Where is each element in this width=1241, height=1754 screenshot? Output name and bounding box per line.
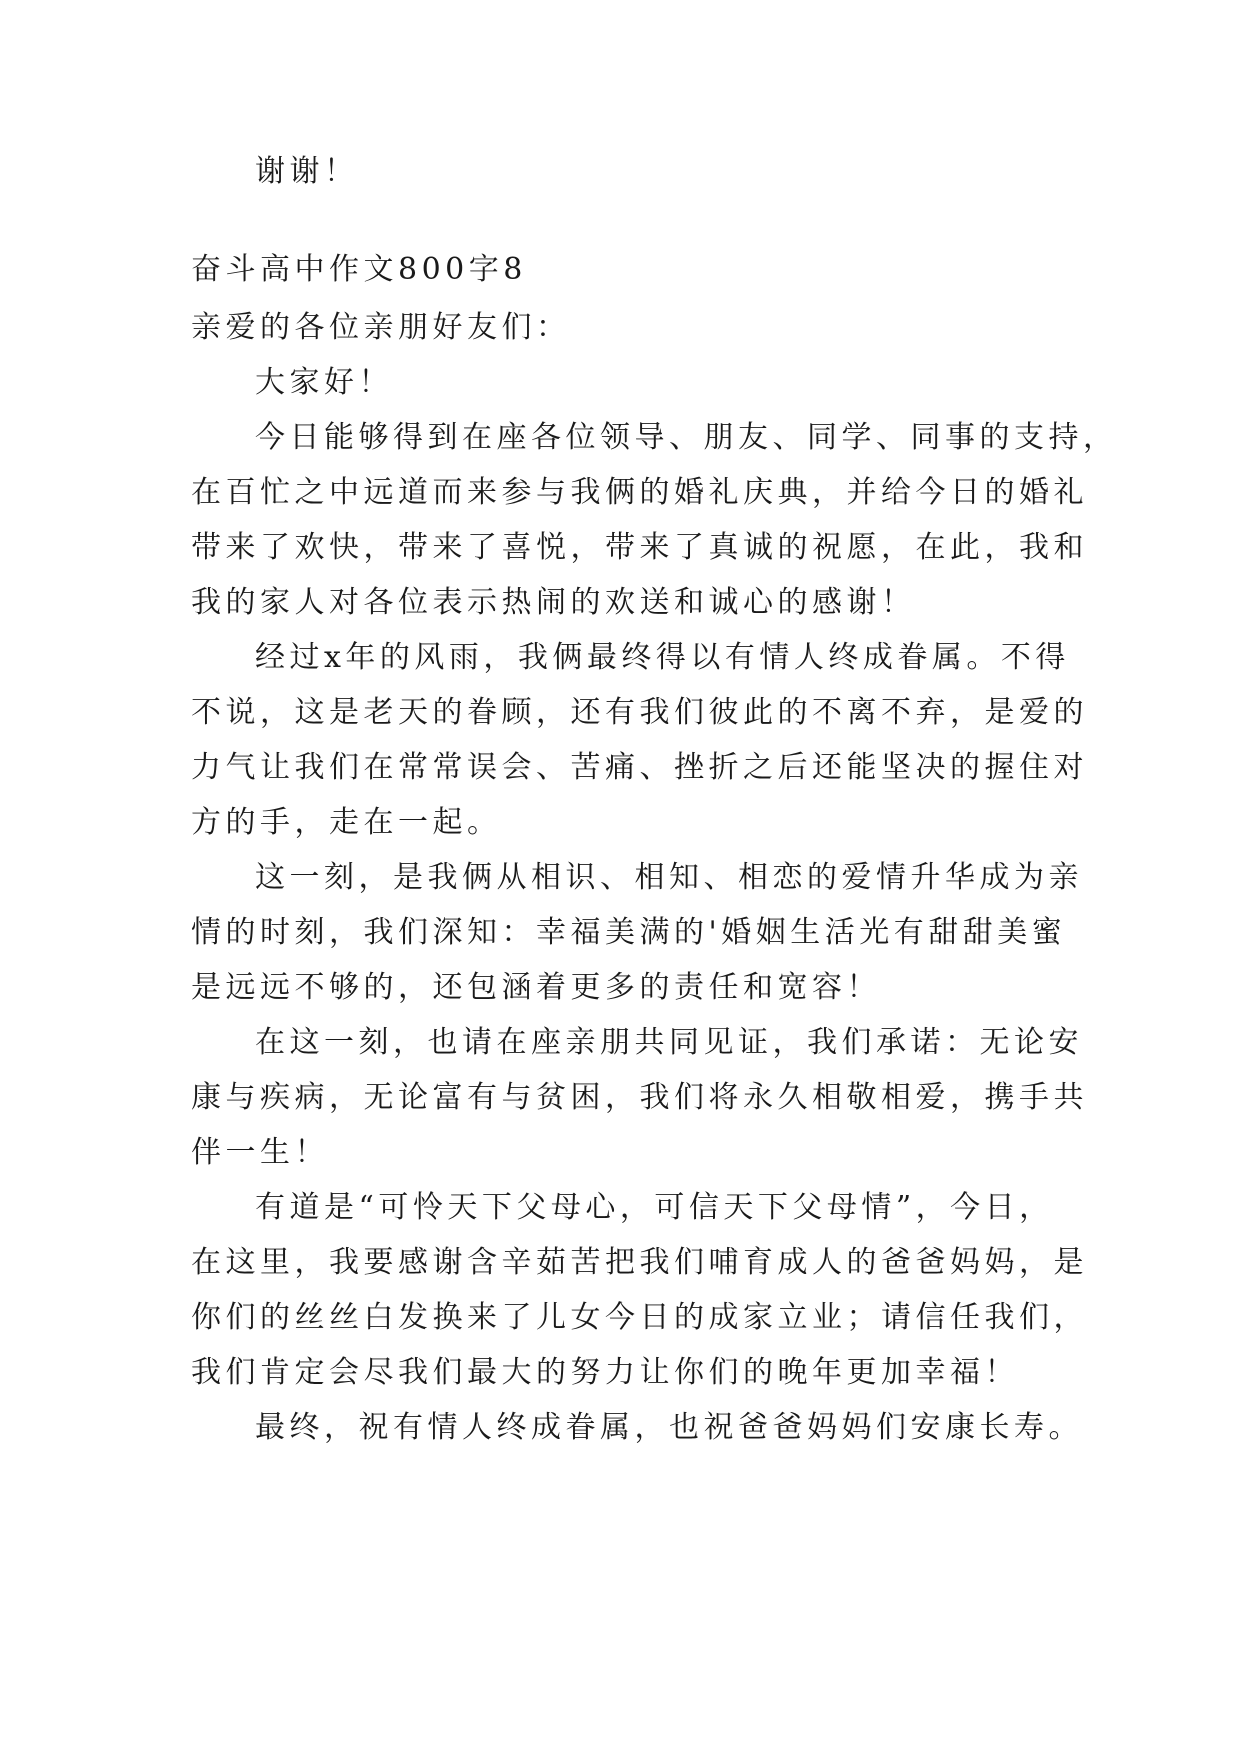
paragraph-2-line-4: 方的手，走在一起。 xyxy=(191,805,502,840)
paragraph-4-line-2: 康与疾病，无论富有与贫困，我们将永久相敬相爱，携手共 xyxy=(191,1080,1088,1115)
paragraph-1-line-3: 带来了欢快，带来了喜悦，带来了真诚的祝愿，在此，我和 xyxy=(191,530,1088,565)
paragraph-2-line-3: 力气让我们在常常误会、苦痛、挫折之后还能坚决的握住对 xyxy=(191,750,1088,785)
paragraph-3-line-2: 情的时刻，我们深知：幸福美满的'婚姻生活光有甜甜美蜜 xyxy=(191,915,1067,950)
paragraph-5-line-3: 你们的丝丝白发换来了儿女今日的成家立业；请信任我们， xyxy=(191,1300,1088,1335)
paragraph-1-line-1: 今日能够得到在座各位领导、朋友、同学、同事的支持， xyxy=(255,420,1118,455)
paragraph-5-line-1: 有道是“可怜天下父母心，可信天下父母情”，今日， xyxy=(255,1190,1054,1225)
paragraph-6-line-1: 最终，祝有情人终成眷属，也祝爸爸妈妈们安康长寿。 xyxy=(255,1410,1083,1445)
paragraph-4-line-1: 在这一刻，也请在座亲朋共同见证，我们承诺：无论安 xyxy=(255,1025,1083,1060)
paragraph-1-line-2: 在百忙之中远道而来参与我俩的婚礼庆典，并给今日的婚礼 xyxy=(191,475,1088,510)
paragraph-4-line-3: 伴一生！ xyxy=(191,1135,329,1170)
essay-heading: 奋斗高中作文800字8 xyxy=(191,252,527,287)
paragraph-1-line-4: 我的家人对各位表示热闹的欢送和诚心的感谢！ xyxy=(191,585,916,620)
paragraph-2-line-2: 不说，这是老天的眷顾，还有我们彼此的不离不弃，是爱的 xyxy=(191,695,1088,730)
paragraph-3-line-3: 是远远不够的，还包涵着更多的责任和宽容！ xyxy=(191,970,881,1005)
salutation: 亲爱的各位亲朋好友们： xyxy=(191,310,571,345)
paragraph-3-line-1: 这一刻，是我俩从相识、相知、相恋的爱情升华成为亲 xyxy=(255,860,1083,895)
paragraph-5-line-2: 在这里，我要感谢含辛茹苦把我们哺育成人的爸爸妈妈，是 xyxy=(191,1245,1088,1280)
greeting: 大家好！ xyxy=(255,365,393,400)
closing-text: 谢谢！ xyxy=(255,154,359,189)
paragraph-5-line-4: 我们肯定会尽我们最大的努力让你们的晚年更加幸福！ xyxy=(191,1355,1019,1390)
paragraph-2-line-1: 经过x年的风雨，我俩最终得以有情人终成眷属。不得 xyxy=(255,640,1070,675)
